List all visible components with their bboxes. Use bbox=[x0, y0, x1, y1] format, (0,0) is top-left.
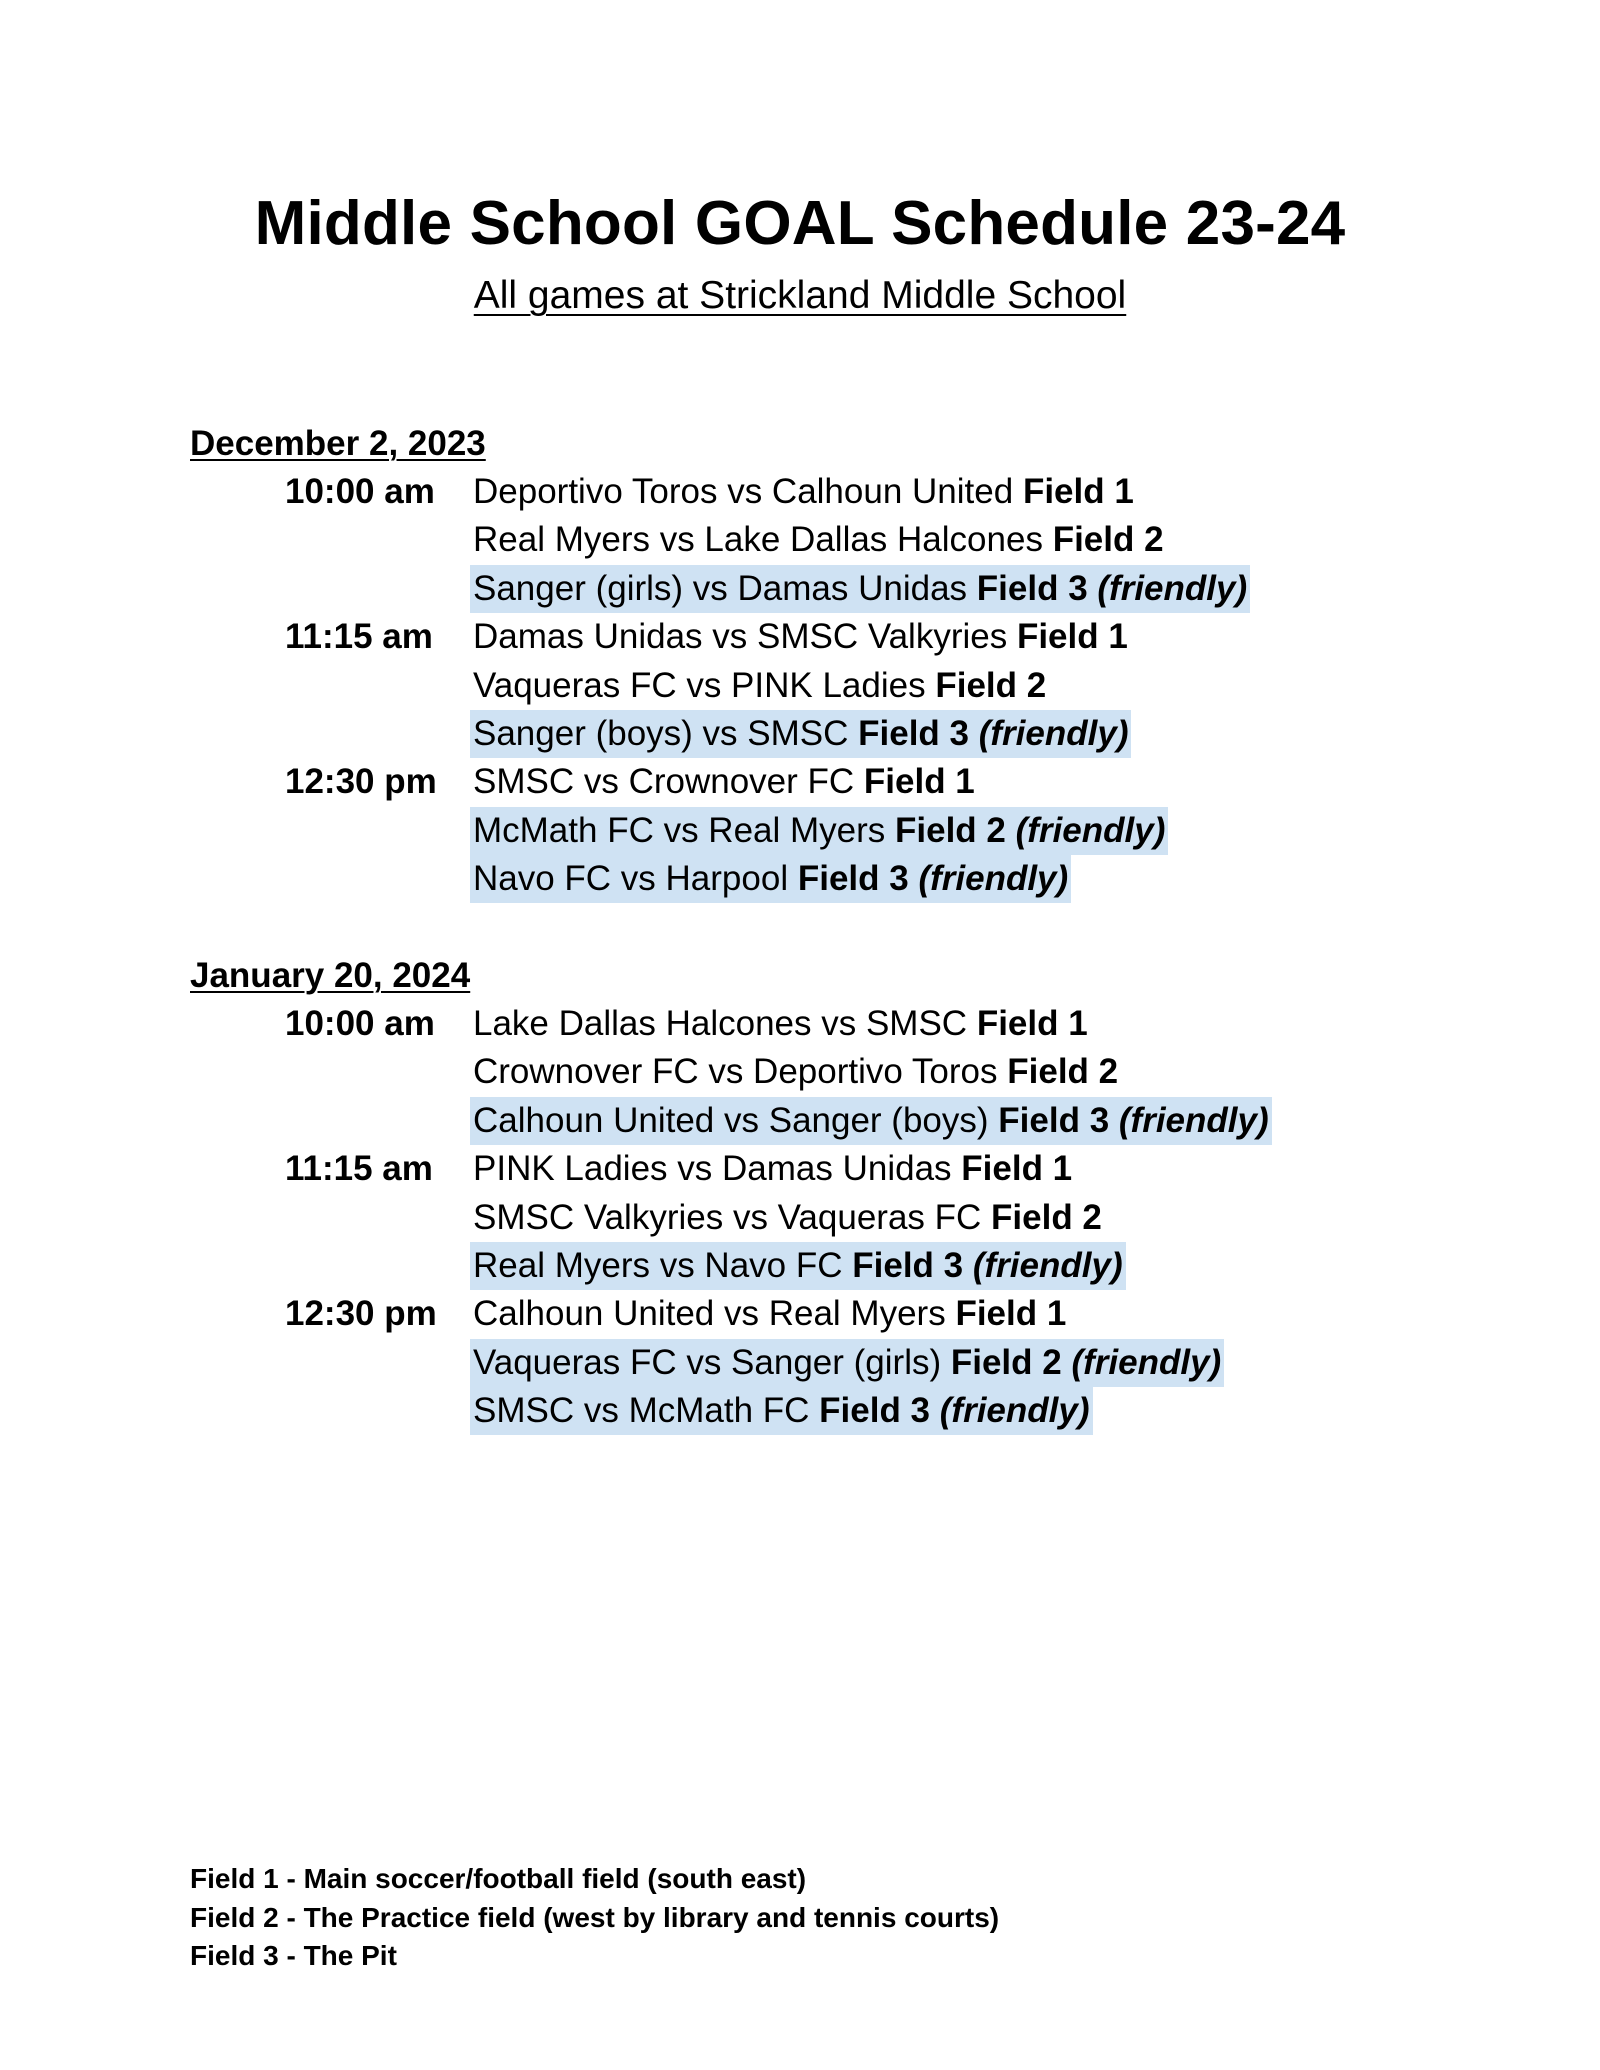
game-teams: McMath FC vs Real Myers bbox=[473, 810, 886, 850]
game-teams: SMSC vs Crownover FC bbox=[473, 762, 855, 802]
friendly-tag: (friendly) bbox=[1118, 1100, 1269, 1140]
schedule-row bbox=[190, 1242, 1440, 1290]
schedule-section-december bbox=[190, 420, 1440, 904]
game-entry bbox=[470, 758, 978, 806]
friendly-tag: (friendly) bbox=[978, 713, 1129, 753]
section-date: December 2, 2023 bbox=[190, 424, 486, 463]
schedule-row bbox=[190, 1048, 1440, 1096]
page-title: Middle School GOAL Schedule 23-24 bbox=[254, 189, 1346, 258]
game-field: Field 2 bbox=[895, 810, 1006, 850]
legend-item-field-2: Field 2 - The Practice field (west by library and tennis courts) bbox=[190, 1901, 1000, 1933]
game-teams: Navo FC vs Harpool bbox=[473, 859, 789, 899]
schedule-row bbox=[190, 1145, 1440, 1193]
field-legend bbox=[190, 1860, 999, 1976]
game-teams: Crownover FC vs Deportivo Toros bbox=[473, 1052, 998, 1092]
section-date: January 20, 2024 bbox=[190, 956, 471, 995]
friendly-tag: (friendly) bbox=[972, 1245, 1123, 1285]
game-entry bbox=[470, 1000, 1091, 1048]
friendly-tag: (friendly) bbox=[939, 1391, 1090, 1431]
game-teams: SMSC Valkyries vs Vaqueras FC bbox=[473, 1197, 982, 1237]
game-field: Field 1 bbox=[1016, 617, 1128, 657]
game-field: Field 3 bbox=[797, 859, 909, 899]
schedule-row bbox=[190, 1097, 1440, 1145]
friendly-tag: (friendly) bbox=[1097, 568, 1248, 608]
friendly-game bbox=[470, 1097, 1272, 1145]
game-field: Field 1 bbox=[961, 1149, 1073, 1189]
game-time: 11:15 am bbox=[285, 617, 433, 657]
game-teams: SMSC vs McMath FC bbox=[473, 1391, 810, 1431]
game-teams: Real Myers vs Navo FC bbox=[473, 1245, 843, 1285]
game-field: Field 3 bbox=[998, 1100, 1110, 1140]
game-entry bbox=[470, 1290, 1069, 1338]
friendly-game bbox=[470, 1242, 1126, 1290]
schedule-row bbox=[190, 1194, 1440, 1242]
game-entry bbox=[470, 1048, 1121, 1096]
friendly-game bbox=[470, 710, 1131, 758]
friendly-tag: (friendly) bbox=[918, 859, 1069, 899]
game-teams: Sanger (boys) vs SMSC bbox=[473, 713, 849, 753]
game-time: 12:30 pm bbox=[285, 762, 437, 802]
schedule-row bbox=[190, 1290, 1440, 1338]
schedule-row bbox=[190, 1000, 1440, 1048]
game-time: 12:30 pm bbox=[285, 1294, 437, 1334]
schedule-row bbox=[190, 613, 1440, 661]
game-field: Field 3 bbox=[852, 1245, 964, 1285]
game-field: Field 2 bbox=[1007, 1052, 1119, 1092]
friendly-game bbox=[470, 1387, 1093, 1435]
game-field: Field 3 bbox=[858, 713, 970, 753]
game-field: Field 1 bbox=[863, 762, 975, 802]
game-entry bbox=[470, 468, 1137, 516]
schedule-row bbox=[190, 662, 1440, 710]
legend-item-field-3: Field 3 - The Pit bbox=[190, 1940, 397, 1971]
game-field: Field 3 bbox=[976, 568, 1088, 608]
game-time: 10:00 am bbox=[285, 472, 435, 511]
game-field: Field 1 bbox=[976, 1004, 1088, 1043]
schedule-row bbox=[190, 807, 1440, 855]
game-field: Field 2 bbox=[935, 665, 1047, 705]
schedule-row bbox=[190, 758, 1440, 806]
game-entry bbox=[470, 1194, 1105, 1242]
schedule-row bbox=[190, 468, 1440, 516]
game-teams: Calhoun United vs Sanger (boys) bbox=[473, 1100, 989, 1140]
game-teams: Calhoun United vs Real Myers bbox=[473, 1294, 946, 1334]
page-subtitle: All games at Strickland Middle School bbox=[473, 274, 1127, 317]
game-field: Field 1 bbox=[955, 1294, 1067, 1334]
friendly-game bbox=[470, 855, 1071, 903]
game-entry bbox=[470, 613, 1131, 661]
schedule-section-january bbox=[190, 952, 1440, 1436]
game-field: Field 3 bbox=[819, 1391, 931, 1431]
schedule-row bbox=[190, 710, 1440, 758]
game-teams: PINK Ladies vs Damas Unidas bbox=[473, 1149, 952, 1189]
friendly-tag: (friendly) bbox=[1015, 810, 1166, 850]
game-list bbox=[190, 468, 1440, 904]
schedule-row bbox=[190, 855, 1440, 903]
game-entry bbox=[470, 516, 1167, 564]
game-teams: Vaqueras FC vs PINK Ladies bbox=[473, 665, 926, 705]
game-entry bbox=[470, 1145, 1075, 1193]
game-list bbox=[190, 1000, 1440, 1436]
game-field: Field 2 bbox=[1052, 520, 1164, 560]
game-teams: Sanger (girls) vs Damas Unidas bbox=[473, 568, 968, 608]
schedule-row bbox=[190, 516, 1440, 564]
game-entry bbox=[470, 662, 1049, 710]
friendly-game bbox=[470, 565, 1250, 613]
game-field: Field 2 bbox=[991, 1197, 1102, 1237]
game-time: 11:15 am bbox=[285, 1149, 433, 1189]
game-teams: Real Myers vs Lake Dallas Halcones bbox=[473, 520, 1043, 560]
game-field: Field 2 bbox=[950, 1342, 1062, 1382]
friendly-tag: (friendly) bbox=[1071, 1342, 1222, 1382]
schedule-row bbox=[190, 1339, 1440, 1387]
game-teams: Deportivo Toros vs Calhoun United bbox=[473, 472, 1014, 511]
friendly-game bbox=[470, 1339, 1224, 1387]
schedule-row bbox=[190, 1387, 1440, 1435]
legend-item-field-1: Field 1 - Main soccer/football field (south east) bbox=[190, 1863, 807, 1894]
game-field: Field 1 bbox=[1022, 472, 1134, 511]
friendly-game bbox=[470, 807, 1168, 855]
game-teams: Vaqueras FC vs Sanger (girls) bbox=[473, 1342, 942, 1382]
schedule-row bbox=[190, 565, 1440, 613]
game-teams: Damas Unidas vs SMSC Valkyries bbox=[473, 617, 1008, 657]
game-teams: Lake Dallas Halcones vs SMSC bbox=[473, 1004, 968, 1043]
game-time: 10:00 am bbox=[285, 1004, 435, 1043]
